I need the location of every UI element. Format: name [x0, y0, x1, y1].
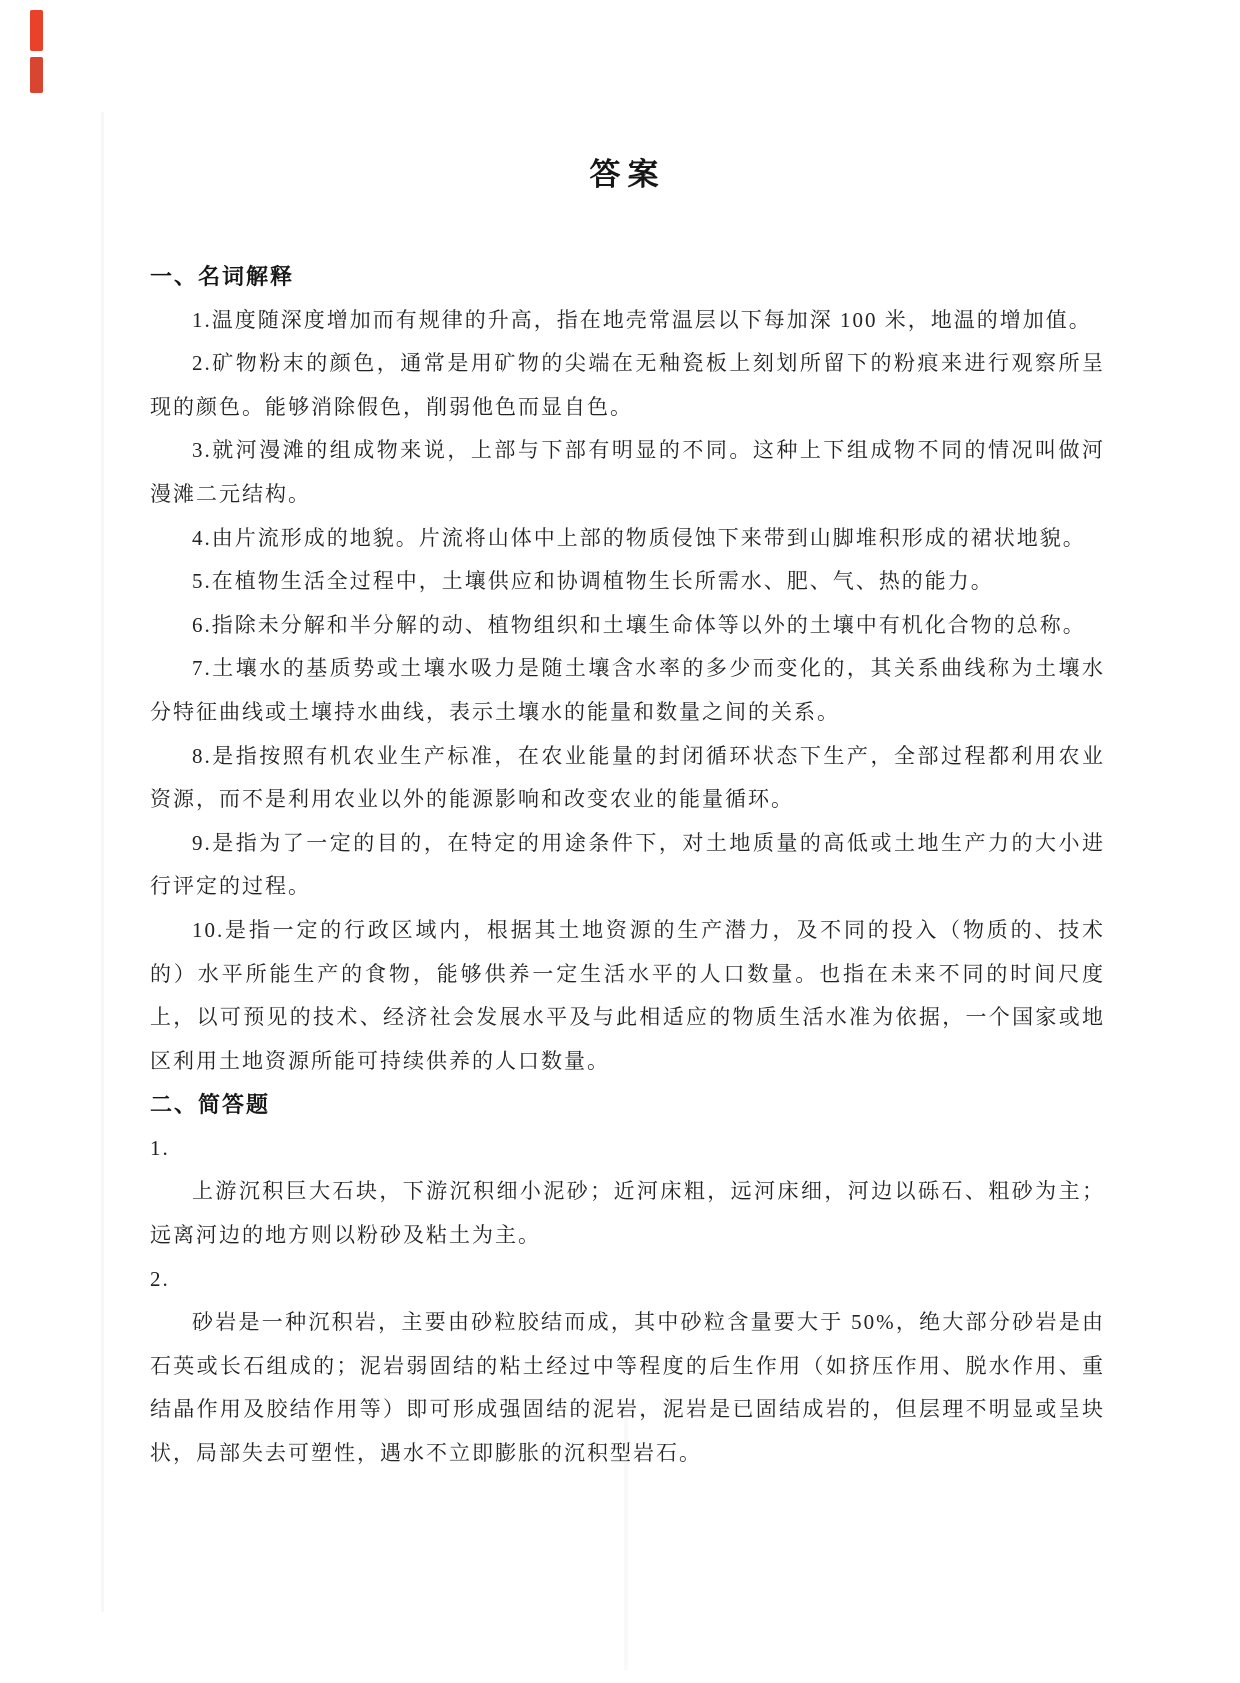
- page-title: 答案: [589, 157, 666, 192]
- definition-item-7: 7.土壤水的基质势或土壤水吸力是随土壤含水率的多少而变化的，其关系曲线称为土壤水分特征曲线或土壤持水曲线，表示土壤水的能量和数量之间的关系。: [150, 656, 1105, 724]
- answer-number-1: 1.: [150, 1135, 170, 1160]
- section-heading-definitions: 一、名词解释: [150, 264, 295, 289]
- definition-item-9: 9.是指为了一定的目的，在特定的用途条件下，对土地质量的高低或土地生产力的大小进行评定的过程。: [150, 830, 1105, 899]
- red-mark-top: [30, 10, 43, 51]
- document-content: [150, 0, 1105, 1476]
- definition-item-5: 5.在植物生活全过程中，土壤供应和协调植物生长所需水、肥、气、热的能力。: [192, 569, 994, 594]
- definition-item-2: 2.矿物粉末的颜色，通常是用矿物的尖端在无釉瓷板上刻划所留下的粉痕来进行观察所呈现的颜色。能够消除假色，削弱他色而显自色。: [150, 351, 1105, 419]
- definition-item-10: 10.是指一定的行政区域内，根据其土地资源的生产潜力，及不同的投入（物质的、技术的）水平所能生产的食物，能够供养一定生活水平的人口数量。也指在未来不同的时间尺度上，以可预见的技术、经济社会发展水平及与此相适应的物质生活水准为依据，一个国家或地区利用土地资源所能可持续供养的人口数量。: [150, 917, 1105, 1073]
- answer-text-2: 砂岩是一种沉积岩，主要由砂粒胶结而成，其中砂粒含量要大于 50%，绝大部分砂岩是由石英或长石组成的；泥岩弱固结的粘土经过中等程度的后生作用（如挤压作用、脱水作用、重结晶作用及胶结作用等）即可形成强固结的泥岩，泥岩是已固结成岩的，但层理不明显或呈块状，局部失去可塑性，遇水不立即膨胀的沉积型岩石。: [150, 1310, 1105, 1466]
- red-mark-bottom: [30, 57, 43, 93]
- definition-item-1: 1.温度随深度增加而有规律的升高，指在地壳常温层以下每加深 100 米，地温的增加值。: [192, 307, 1092, 332]
- definition-item-4: 4.由片流形成的地貌。片流将山体中上部的物质侵蚀下来带到山脚堆积形成的裙状地貌。: [192, 525, 1086, 550]
- definition-item-8: 8.是指按照有机农业生产标准，在农业能量的封闭循环状态下生产，全部过程都利用农业资源，而不是利用农业以外的能源影响和改变农业的能量循环。: [150, 743, 1105, 812]
- answer-text-1: 上游沉积巨大石块，下游沉积细小泥砂；近河床粗，远河床细，河边以砾石、粗砂为主；远离河边的地方则以粉砂及粘土为主。: [150, 1179, 1105, 1248]
- definition-item-6: 6.指除未分解和半分解的动、植物组织和土壤生命体等以外的土壤中有机化合物的总称。: [192, 612, 1086, 637]
- answer-number-2: 2.: [150, 1266, 170, 1291]
- section-heading-short-answers: 二、简答题: [150, 1092, 271, 1118]
- scan-artifact-line-left: [101, 112, 104, 1612]
- definition-item-3: 3.就河漫滩的组成物来说，上部与下部有明显的不同。这种上下组成物不同的情况叫做河漫滩二元结构。: [150, 438, 1105, 506]
